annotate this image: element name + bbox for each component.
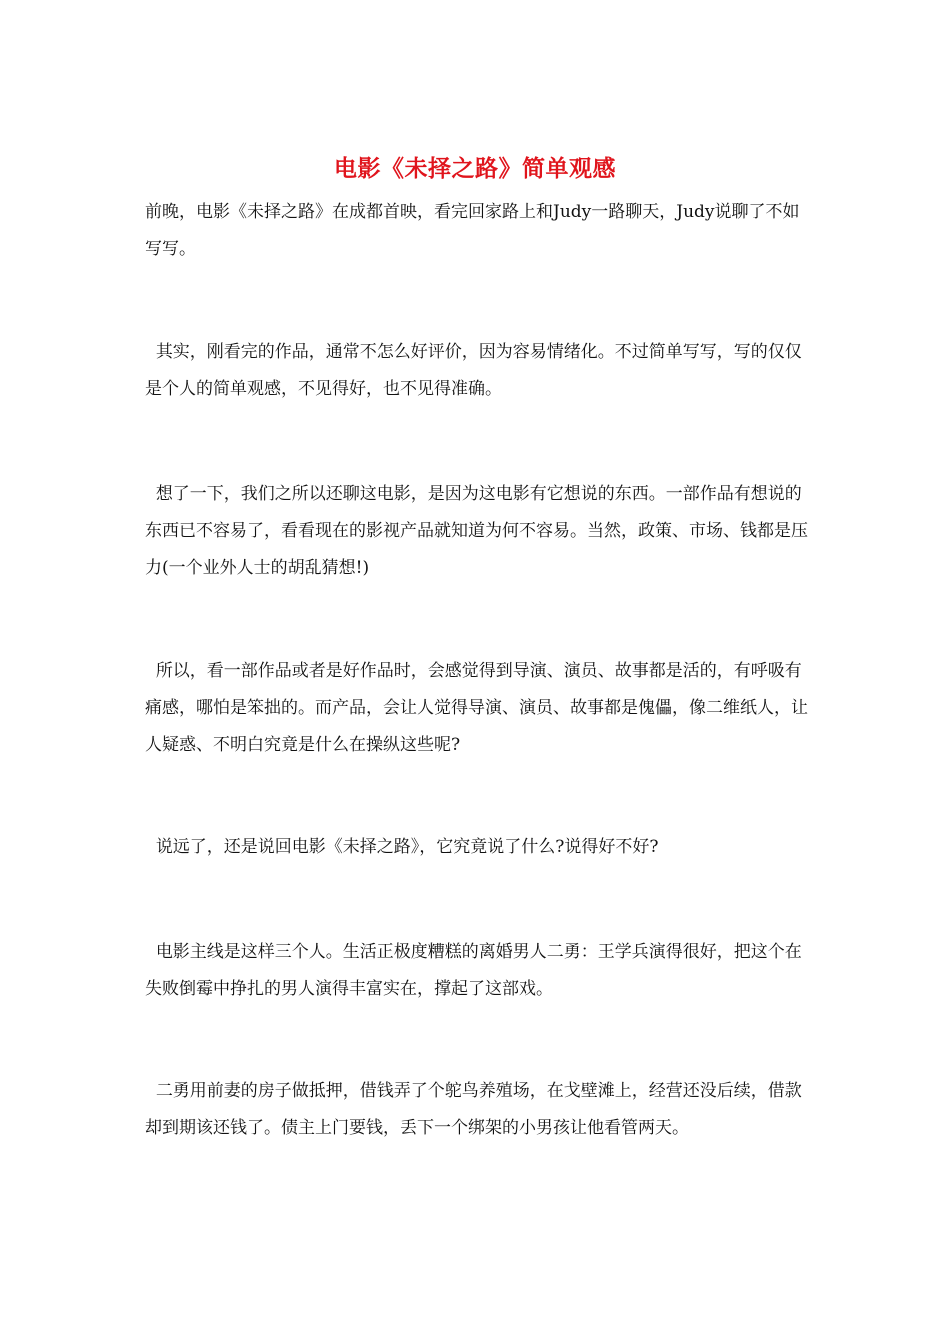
paragraph: 所以，看一部作品或者是好作品时，会感觉得到导演、演员、故事都是活的，有呼吸有痛感，哪怕是笨拙的。而产品，会让人觉得导演、演员、故事都是傀儡，像二维纸人，让人疑惑、不明白究竟是什么在操纵这些呢? [145,661,808,755]
paragraph: 其实，刚看完的作品，通常不怎么好评价，因为容易情绪化。不过简单写写，写的仅仅是个人的简单观感，不见得好，也不见得准确。 [145,342,802,399]
paragraph: 说远了，还是说回电影《未择之路》，它究竟说了什么?说得好不好? [145,837,659,857]
paragraph: 二勇用前妻的房子做抵押，借钱弄了个鸵鸟养殖场，在戈壁滩上，经营还没后续，借款却到期该还钱了。债主上门要钱，丢下一个绑架的小男孩让他看管两天。 [145,1081,802,1138]
paragraph: 电影主线是这样三个人。生活正极度糟糕的离婚男人二勇：王学兵演得很好，把这个在失败倒霉中挣扎的男人演得丰富实在，撑起了这部戏。 [145,942,802,999]
paragraph: 想了一下，我们之所以还聊这电影，是因为这电影有它想说的东西。一部作品有想说的东西已不容易了，看看现在的影视产品就知道为何不容易。当然，政策、市场、钱都是压力(一个业外人士的胡乱猜想!) [145,484,808,578]
paragraph: 前晚，电影《未择之路》在成都首映，看完回家路上和Judy一路聊天，Judy说聊了不如写写。 [145,202,800,259]
document-title: 电影《未择之路》简单观感 [334,155,616,182]
